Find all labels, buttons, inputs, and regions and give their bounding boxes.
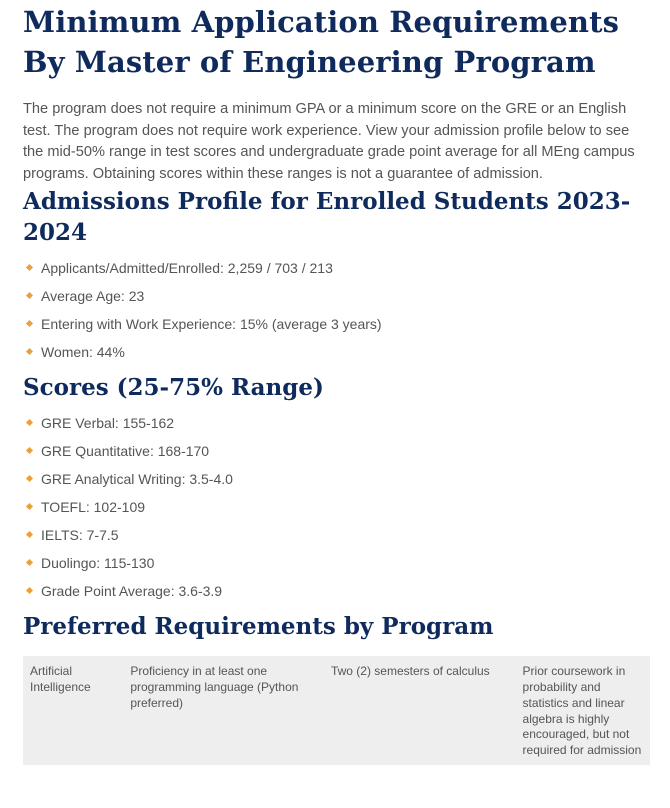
list-item [23,499,650,515]
diamond-bullet-icon [26,447,33,454]
diamond-bullet-icon [26,559,33,566]
page-content [23,0,650,765]
diamond-bullet-icon [26,419,33,426]
list-item [23,527,650,543]
list-item [23,316,650,332]
table-cell-calculus: Two (2) semesters of calculus [330,663,490,678]
list-item-text: Average Age: 23 [41,287,145,304]
scores-list [23,415,650,599]
diamond-bullet-icon [26,503,33,510]
table-row [23,656,650,765]
table-cell-coursework: Prior coursework in probability and statistics and linear algebra is highly encouraged, but not required for admission [522,663,642,758]
list-item-text: Duolingo: 115-130 [41,554,155,571]
preferred-requirements-table [23,656,650,765]
diamond-bullet-icon [26,292,33,299]
list-item [23,443,650,459]
list-item [23,260,650,276]
list-item [23,583,650,599]
table-cell-programming: Proficiency in at least one programming language (Python preferred) [130,663,299,710]
list-item-text: GRE Analytical Writing: 3.5-4.0 [41,470,233,487]
list-item [23,415,650,431]
list-item-text: Entering with Work Experience: 15% (average 3 years) [41,315,382,332]
diamond-bullet-icon [26,531,33,538]
list-item-text: Women: 44% [41,343,125,360]
diamond-bullet-icon [26,264,33,271]
list-item-text: IELTS: 7-7.5 [41,526,119,543]
preferred-requirements-heading: Preferred Requirements by Program [23,612,494,640]
list-item-text: TOEFL: 102-109 [41,498,146,515]
diamond-bullet-icon [26,475,33,482]
scores-heading: Scores (25-75% Range) [23,373,324,401]
table-cell-program: Artificial Intelligence [30,663,91,694]
list-item-text: Applicants/Admitted/Enrolled: 2,259 / 703 / 213 [41,259,333,276]
list-item [23,471,650,487]
admissions-profile-heading: Admissions Profile for Enrolled Students 2023-2024 [23,187,631,246]
admissions-profile-list [23,260,650,360]
diamond-bullet-icon [26,320,33,327]
diamond-bullet-icon [26,348,33,355]
page-title: Minimum Application Requirements By Master of Engineering Program [23,5,620,79]
list-item [23,555,650,571]
intro-paragraph: The program does not require a minimum GPA or a minimum score on the GRE or an English test. The program does not require work experience. View your admission profile below to see the mid-50% range in test scores and undergraduate grade point average for all MEng campus programs. Obtaining scores within these ranges is not a guarantee of admission. [23,101,635,183]
list-item-text: GRE Quantitative: 168-170 [41,442,210,459]
list-item-text: GRE Verbal: 155-162 [41,414,175,431]
list-item [23,288,650,304]
diamond-bullet-icon [26,587,33,594]
list-item [23,344,650,360]
list-item-text: Grade Point Average: 3.6-3.9 [41,582,223,599]
